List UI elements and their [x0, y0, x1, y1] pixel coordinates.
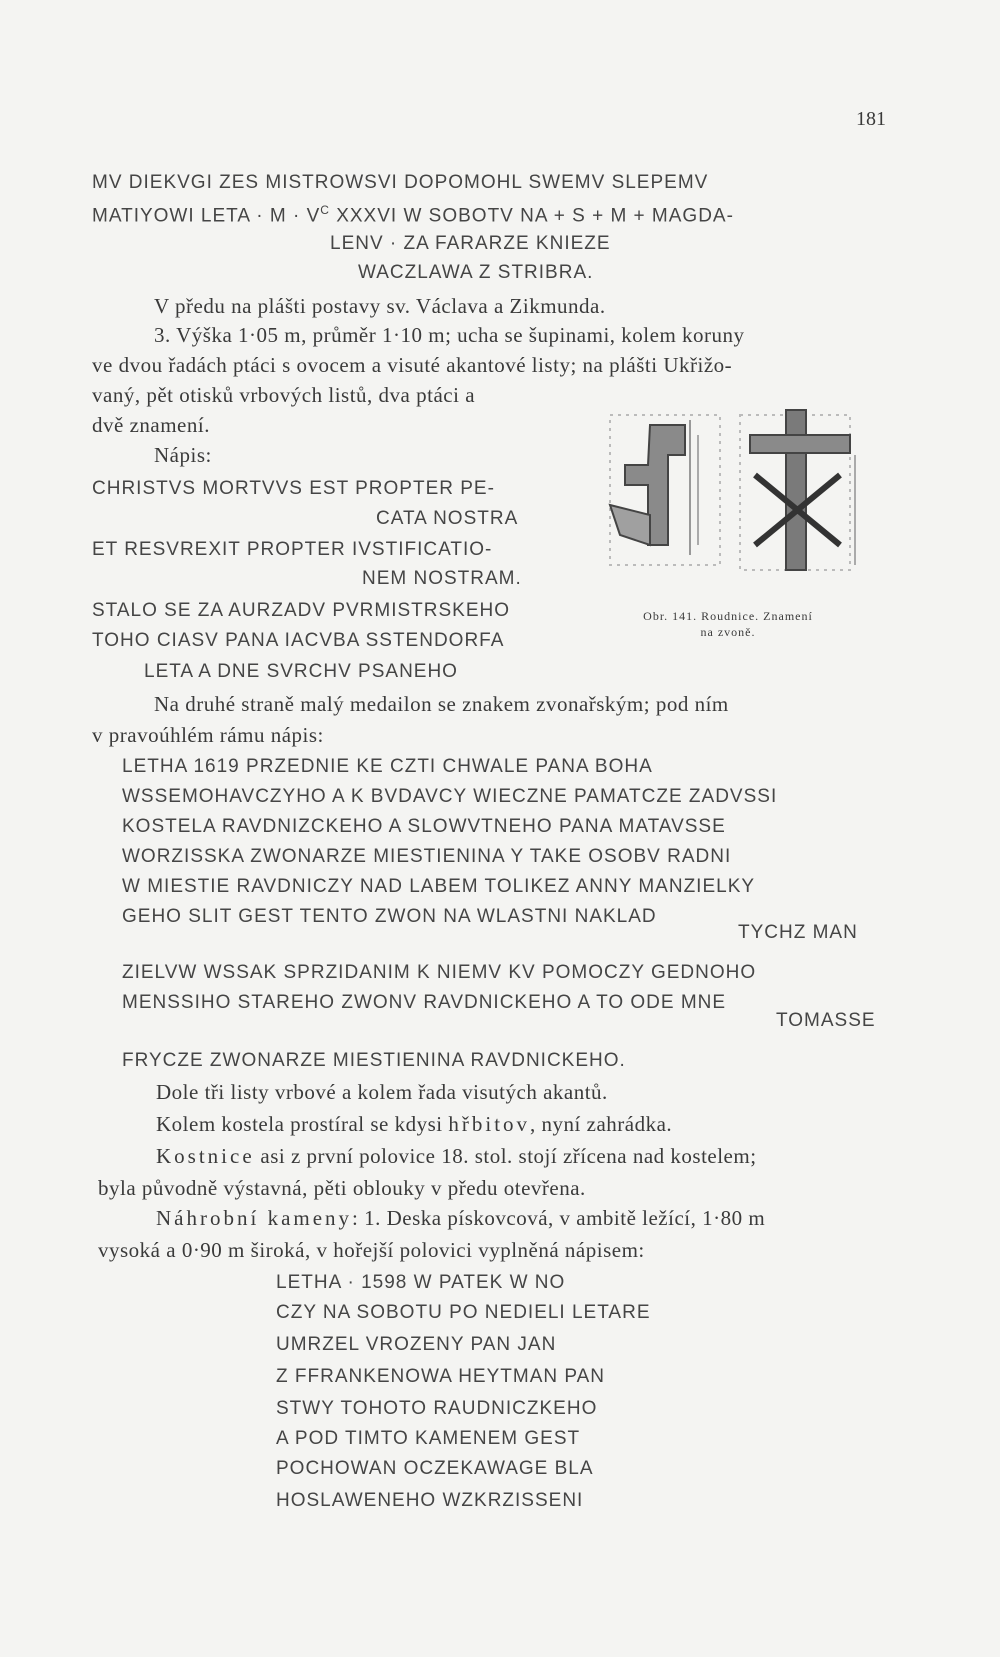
inscription-line: CHRISTVS MORTVVS EST PROPTER PE- — [92, 478, 495, 499]
bell-mark-right-icon — [740, 410, 855, 570]
inscription-line: POCHOWAN OCZEKAWAGE BLA — [276, 1458, 594, 1479]
bell-mark-left-icon — [610, 415, 720, 565]
inscription-line: WACZLAWA Z STRIBRA. — [358, 262, 594, 283]
inscription-line: W MIESTIE RAVDNICZY NAD LABEM TOLIKEZ ANNY MANZIELKY — [122, 876, 756, 897]
text-line: vysoká a 0·90 m široká, v hořejší polovici vyplněná nápisem: — [98, 1238, 645, 1262]
inscription-line: GEHO SLIT GEST TENTO ZWON NA WLASTNI NAKLAD — [122, 906, 657, 927]
text-line: Kostnice asi z první polovice 18. stol. stojí zřícena nad kostelem; — [156, 1144, 757, 1168]
text-line: byla původně výstavná, pěti oblouky v předu otevřena. — [98, 1176, 586, 1200]
inscription-line: LETHA 1619 PRZEDNIE KE CZTI CHWALE PANA BOHA — [122, 756, 653, 777]
inscription-line: NEM NOSTRAM. — [362, 568, 522, 589]
bell-marks-figure — [590, 395, 890, 595]
text-line: vaný, pět otisků vrbových listů, dva ptáci a — [92, 383, 476, 407]
inscription-line: KOSTELA RAVDNIZCKEHO A SLOWVTNEHO PANA MATAVSSE — [122, 816, 726, 837]
inscription-line: FRYCZE ZWONARZE MIESTIENINA RAVDNICKEHO. — [122, 1050, 626, 1071]
inscription-line: TYCHZ MAN — [738, 922, 858, 943]
inscription-line: MENSSIHO STAREHO ZWONV RAVDNICKEHO A TO ODE MNE — [122, 992, 727, 1013]
page-number: 181 — [856, 108, 886, 130]
text-line: Kolem kostela prostíral se kdysi hřbitov, nyní zahrádka. — [156, 1112, 673, 1136]
text-line: V předu na plášti postavy sv. Václava a Zikmunda. — [154, 294, 606, 318]
text-line: ve dvou řadách ptáci s ovocem a visuté akantové listy; na plášti Ukřižo- — [92, 353, 733, 377]
inscription-line: ET RESVREXIT PROPTER IVSTIFICATIO- — [92, 539, 493, 560]
inscription-line: TOMASSE — [776, 1010, 876, 1031]
text-line: Nápis: — [154, 443, 212, 467]
text-line: Na druhé straně malý medailon se znakem zvonařským; pod ním — [154, 692, 729, 716]
inscription-line: WORZISSKA ZWONARZE MIESTIENINA Y TAKE OSOBV RADNI — [122, 846, 732, 867]
inscription-line: UMRZEL VROZENY PAN JAN — [276, 1334, 557, 1355]
figure-caption-line: na zvoně. — [700, 625, 756, 639]
figure-caption — [628, 608, 828, 640]
inscription-line: CATA NOSTRA — [376, 508, 519, 529]
inscription-line: WSSEMOHAVCZYHO A K BVDAVCY WIECZNE PAMATCZE ZADVSSI — [122, 786, 778, 807]
inscription-line: LENV · ZA FARARZE KNIEZE — [330, 233, 611, 254]
inscription-line: STWY TOHOTO RAUDNICZKEHO — [276, 1398, 598, 1419]
inscription-line: MV DIEKVGI ZES MISTROWSVI DOPOMOHL SWEMV SLEPEMV — [92, 172, 709, 193]
inscription-line: MATIYOWI LETA · $M \cdot V^C$ XXXVI W SOBOTV NA + S + M + MAGDA- — [92, 203, 734, 227]
text-line: v pravoúhlém rámu nápis: — [92, 723, 324, 747]
inscription-line: ZIELVW WSSAK SPRZIDANIM K NIEMV KV POMOCZY GEDNOHO — [122, 962, 757, 983]
inscription-line: LETHA · 1598 W PATEK W NO — [276, 1272, 566, 1293]
inscription-line: TOHO CIASV PANA IACVBA SSTENDORFA — [92, 630, 505, 651]
figure-caption-line: Obr. 141. Roudnice. Znamení — [643, 609, 813, 623]
inscription-line: HOSLAWENEHO WZKRZISSENI — [276, 1490, 584, 1511]
inscription-line: CZY NA SOBOTU PO NEDIELI LETARE — [276, 1302, 651, 1323]
text-line: Dole tři listy vrbové a kolem řada visutých akantů. — [156, 1080, 608, 1104]
inscription-line: STALO SE ZA AURZADV PVRMISTRSKEHO — [92, 600, 511, 621]
inscription-line: LETA A DNE SVRCHV PSANEHO — [144, 661, 458, 682]
inscription-line: Z FFRANKENOWA HEYTMAN PAN — [276, 1366, 606, 1387]
text-line: Náhrobní kameny: 1. Deska pískovcová, v ambitě ležící, 1·80 m — [156, 1206, 766, 1230]
inscription-line: A POD TIMTO KAMENEM GEST — [276, 1428, 581, 1449]
text-line: dvě znamení. — [92, 413, 210, 437]
text-line: 3. Výška 1·05 m, průměr 1·10 m; ucha se šupinami, kolem koruny — [154, 323, 745, 347]
